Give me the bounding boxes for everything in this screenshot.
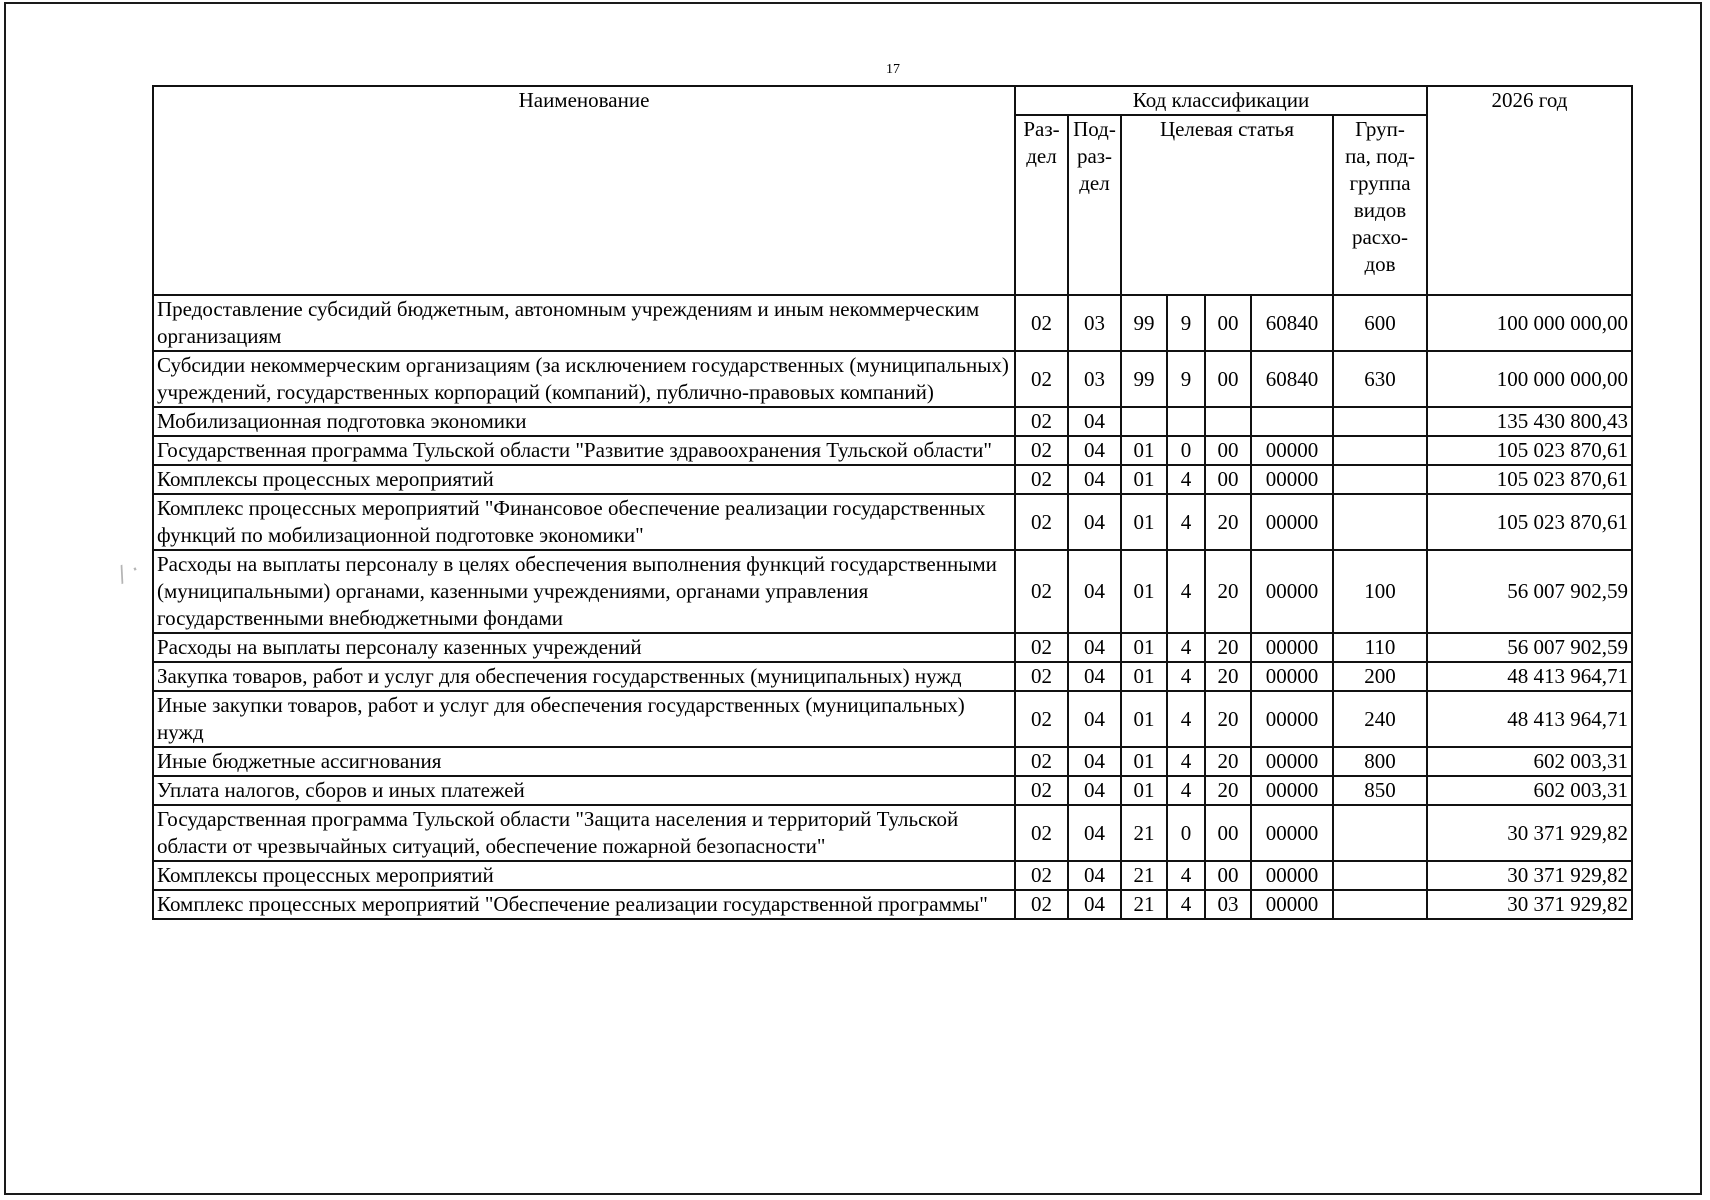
row-section: 02 [1015,691,1068,747]
row-subsection: 04 [1068,805,1121,861]
row-target-element: 20 [1205,662,1251,691]
row-name: Комплекс процессных мероприятий "Обеспечение реализации государственной программы" [153,890,1015,919]
row-section: 02 [1015,550,1068,633]
row-amount: 48 413 964,71 [1427,691,1632,747]
row-target-program: 01 [1121,747,1167,776]
row-target-element: 20 [1205,550,1251,633]
row-name: Иные закупки товаров, работ и услуг для обеспечения государственных (муниципальных) нужд [153,691,1015,747]
budget-table [152,85,1633,920]
header-name: Наименование [153,86,1015,295]
table-row [153,494,1632,550]
row-expense-group [1333,805,1427,861]
row-subsection: 04 [1068,890,1121,919]
row-target-type: 9 [1167,351,1205,407]
table-row [153,805,1632,861]
row-amount: 105 023 870,61 [1427,465,1632,494]
row-name: Расходы на выплаты персоналу в целях обеспечения выполнения функций государственными (муниципальными) органами, казенными учреждениями, органами управления государственными внебюджетными фондами [153,550,1015,633]
row-subsection: 04 [1068,465,1121,494]
row-expense-group: 850 [1333,776,1427,805]
row-subsection: 03 [1068,351,1121,407]
row-target-element: 00 [1205,861,1251,890]
row-target-element: 00 [1205,351,1251,407]
table-row [153,691,1632,747]
row-expense-group [1333,494,1427,550]
row-expense-group: 630 [1333,351,1427,407]
row-target-element: 20 [1205,494,1251,550]
row-expense-group [1333,407,1427,436]
table-row [153,890,1632,919]
row-target-type [1167,407,1205,436]
row-target-type: 4 [1167,465,1205,494]
table-row [153,465,1632,494]
row-target-element: 00 [1205,805,1251,861]
table-row [153,436,1632,465]
row-expense-group [1333,436,1427,465]
row-name: Государственная программа Тульской области "Защита населения и территорий Тульской области от чрезвычайных ситуаций, обеспечение пожарной безопасности" [153,805,1015,861]
header-target-article: Целевая статья [1121,115,1333,295]
page-number: 17 [886,62,900,77]
row-section: 02 [1015,407,1068,436]
row-target-type: 0 [1167,805,1205,861]
row-amount: 135 430 800,43 [1427,407,1632,436]
row-target-direction: 00000 [1251,633,1333,662]
table-row [153,550,1632,633]
row-expense-group [1333,890,1427,919]
header-classification: Код классификации [1015,86,1427,115]
row-target-direction: 00000 [1251,691,1333,747]
row-target-direction: 00000 [1251,805,1333,861]
table-body [153,295,1632,919]
row-name: Комплексы процессных мероприятий [153,861,1015,890]
row-amount: 48 413 964,71 [1427,662,1632,691]
row-section: 02 [1015,890,1068,919]
row-target-direction: 00000 [1251,890,1333,919]
row-target-program: 01 [1121,436,1167,465]
row-amount: 100 000 000,00 [1427,351,1632,407]
row-target-element: 20 [1205,633,1251,662]
row-target-program: 99 [1121,295,1167,351]
header-expense-group: Груп- па, под- группа видов расхо- дов [1333,115,1427,295]
row-target-direction: 00000 [1251,465,1333,494]
row-expense-group: 240 [1333,691,1427,747]
row-target-direction [1251,407,1333,436]
row-section: 02 [1015,351,1068,407]
row-target-element: 20 [1205,776,1251,805]
row-section: 02 [1015,861,1068,890]
row-target-element: 00 [1205,465,1251,494]
row-amount: 30 371 929,82 [1427,805,1632,861]
row-subsection: 04 [1068,436,1121,465]
row-amount: 30 371 929,82 [1427,861,1632,890]
row-expense-group [1333,861,1427,890]
row-target-type: 4 [1167,633,1205,662]
row-target-type: 0 [1167,436,1205,465]
row-subsection: 04 [1068,550,1121,633]
row-target-program: 01 [1121,550,1167,633]
row-amount: 56 007 902,59 [1427,633,1632,662]
row-target-type: 4 [1167,861,1205,890]
header-subsection: Под- раз- дел [1068,115,1121,295]
row-target-program: 99 [1121,351,1167,407]
row-target-program: 01 [1121,494,1167,550]
row-target-direction: 00000 [1251,747,1333,776]
row-section: 02 [1015,633,1068,662]
row-section: 02 [1015,662,1068,691]
row-target-program: 21 [1121,890,1167,919]
row-section: 02 [1015,805,1068,861]
row-subsection: 04 [1068,861,1121,890]
table-row [153,407,1632,436]
row-expense-group: 110 [1333,633,1427,662]
table-row [153,861,1632,890]
row-target-program: 01 [1121,465,1167,494]
row-amount: 30 371 929,82 [1427,890,1632,919]
table-header [153,86,1632,295]
header-year: 2026 год [1427,86,1632,295]
row-amount: 105 023 870,61 [1427,436,1632,465]
row-name: Субсидии некоммерческим организациям (за исключением государственных (муниципальных) учреждений, государственных корпораций (компаний), публично-правовых компаний) [153,351,1015,407]
table-row [153,662,1632,691]
row-target-direction: 60840 [1251,351,1333,407]
row-target-direction: 00000 [1251,861,1333,890]
row-target-program: 01 [1121,691,1167,747]
row-target-type: 4 [1167,550,1205,633]
row-target-program: 01 [1121,633,1167,662]
row-name: Предоставление субсидий бюджетным, автономным учреждениям и иным некоммерческим организациям [153,295,1015,351]
row-target-direction: 00000 [1251,436,1333,465]
table-row [153,351,1632,407]
row-target-program: 21 [1121,861,1167,890]
table-row [153,295,1632,351]
row-subsection: 04 [1068,633,1121,662]
row-amount: 105 023 870,61 [1427,494,1632,550]
row-subsection: 04 [1068,776,1121,805]
row-target-program: 21 [1121,805,1167,861]
row-name: Уплата налогов, сборов и иных платежей [153,776,1015,805]
row-expense-group [1333,465,1427,494]
row-target-type: 4 [1167,776,1205,805]
row-subsection: 04 [1068,747,1121,776]
header-section: Раз- дел [1015,115,1068,295]
row-target-element [1205,407,1251,436]
table-row [153,633,1632,662]
row-section: 02 [1015,776,1068,805]
row-target-type: 4 [1167,662,1205,691]
row-target-direction: 60840 [1251,295,1333,351]
row-section: 02 [1015,465,1068,494]
row-name: Государственная программа Тульской области "Развитие здравоохранения Тульской области" [153,436,1015,465]
row-subsection: 04 [1068,407,1121,436]
row-target-type: 4 [1167,691,1205,747]
row-expense-group: 600 [1333,295,1427,351]
row-target-type: 4 [1167,747,1205,776]
table-row [153,747,1632,776]
row-expense-group: 800 [1333,747,1427,776]
row-expense-group: 100 [1333,550,1427,633]
row-target-type: 4 [1167,890,1205,919]
row-name: Комплексы процессных мероприятий [153,465,1015,494]
row-target-program: 01 [1121,662,1167,691]
table-row [153,776,1632,805]
row-target-element: 00 [1205,295,1251,351]
row-name: Комплекс процессных мероприятий "Финансовое обеспечение реализации государственных функций по мобилизационной подготовке экономики" [153,494,1015,550]
row-expense-group: 200 [1333,662,1427,691]
row-target-type: 9 [1167,295,1205,351]
row-target-element: 03 [1205,890,1251,919]
row-subsection: 03 [1068,295,1121,351]
row-amount: 100 000 000,00 [1427,295,1632,351]
row-subsection: 04 [1068,662,1121,691]
row-target-direction: 00000 [1251,550,1333,633]
row-target-direction: 00000 [1251,494,1333,550]
row-name: Закупка товаров, работ и услуг для обеспечения государственных (муниципальных) нужд [153,662,1015,691]
row-subsection: 04 [1068,494,1121,550]
row-target-type: 4 [1167,494,1205,550]
row-target-element: 00 [1205,436,1251,465]
row-target-element: 20 [1205,747,1251,776]
row-section: 02 [1015,295,1068,351]
scan-artifact: / · [114,557,144,588]
row-amount: 602 003,31 [1427,747,1632,776]
row-target-program: 01 [1121,776,1167,805]
row-amount: 602 003,31 [1427,776,1632,805]
row-section: 02 [1015,747,1068,776]
row-section: 02 [1015,494,1068,550]
row-target-direction: 00000 [1251,662,1333,691]
row-target-direction: 00000 [1251,776,1333,805]
row-name: Расходы на выплаты персоналу казенных учреждений [153,633,1015,662]
row-target-element: 20 [1205,691,1251,747]
row-name: Мобилизационная подготовка экономики [153,407,1015,436]
row-section: 02 [1015,436,1068,465]
row-amount: 56 007 902,59 [1427,550,1632,633]
row-target-program [1121,407,1167,436]
row-name: Иные бюджетные ассигнования [153,747,1015,776]
row-subsection: 04 [1068,691,1121,747]
